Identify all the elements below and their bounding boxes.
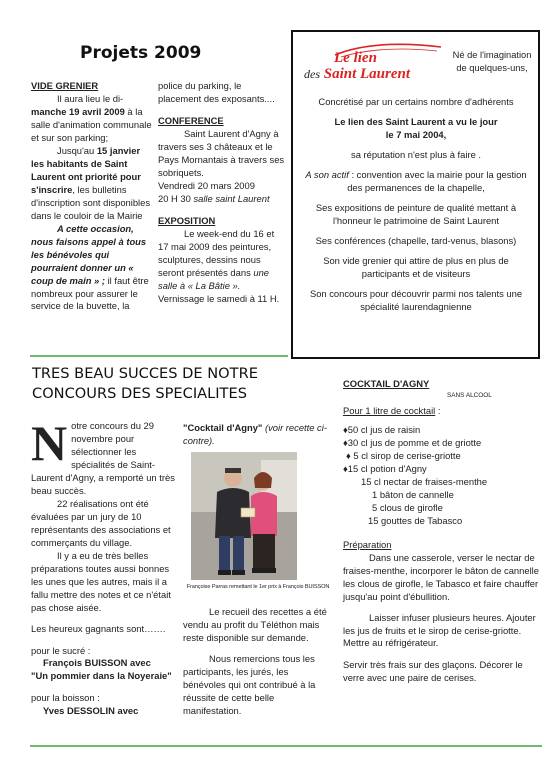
ingredient-text: 5 cl sirop de cerise-griotte	[353, 449, 461, 461]
title-line2: CONCOURS DES SPECIALITES	[32, 384, 247, 402]
text-span: (voir recette ci-contre).	[183, 422, 327, 446]
concours-p2: 22 réalisations ont été évaluées par un jury de 10 représentants des associations et commerçants du village.	[31, 497, 171, 548]
vide-grenier-p1	[31, 93, 154, 145]
recipe-quantity	[343, 405, 540, 418]
text-span: Le week-end du 16 et 17 mai 2009 des peintures, sculptures, dessins nous seront présentés dans	[158, 227, 275, 278]
projets-column-left	[31, 80, 154, 313]
photo-people-icon	[191, 452, 297, 580]
ingredient-text: 50 cl jus de raisin	[347, 423, 421, 435]
concours-p4: Les heureux gagnants sont…….	[31, 622, 166, 634]
projets-title: Projets 2009	[80, 43, 202, 63]
priority-text: 15 janvier les habitants de Saint Laurent ont priorité pour s'inscrire	[31, 144, 141, 195]
lien-intro: Né de l'imagination de quelques-uns,	[452, 50, 532, 73]
winner-boisson: Yves DESSOLIN avec	[43, 705, 139, 717]
winner-sucre-recipe: "Un pommier dans la Noyeraie"	[31, 670, 172, 682]
concours-p3: Il y a eu de très belles préparations toutes aussi bonnes les unes que les autres, mais il a fallu mettre des notes et ce n'était pas chose aisée.	[31, 549, 171, 613]
logo-name: Saint Laurent	[323, 65, 411, 82]
text-span: , les bulletins d'inscription sont disponibles dans le couloir de la Mairie	[31, 183, 151, 221]
text-span: il faut être nombreux pour assurer le service de la buvette, la	[31, 274, 149, 312]
concours-p5: pour le sucré :	[31, 644, 91, 656]
conference-p1: Saint Laurent d'Agny à travers ses 3 châteaux et le Pays Mornantais à travers ses sobriquets.	[158, 127, 285, 178]
vide-grenier-heading: VIDE GRENIER	[31, 80, 99, 91]
text-span: Jusqu'au	[57, 144, 97, 156]
conference-date: Vendredi 20 mars 2009	[158, 179, 255, 191]
text-span: : convention avec la mairie pour la gestion des permanences de la chapelle,	[347, 168, 527, 193]
vide-grenier-p2	[31, 145, 154, 223]
vide-grenier-p4: police du parking, le placement des exposants....	[158, 80, 275, 104]
conference-time	[158, 193, 286, 206]
text-span: Il aura lieu le di-	[57, 92, 124, 104]
lien-body	[301, 96, 531, 321]
exposition-heading: EXPOSITION	[158, 214, 216, 226]
concours-p11: Nous remercions tous les participants, les jurés, les bénévoles qui ont contribué à la réussite de cette belle manifestation.	[183, 652, 316, 716]
text-span: Vernissage le samedi à 11 H.	[158, 292, 280, 304]
date-text: manche 19 avril 2009	[31, 105, 125, 117]
lien-p5: Ses expositions de peinture de qualité mettant à l'honneur le patrimoine de Saint Laurent	[315, 201, 517, 226]
cocktail-ref	[183, 422, 330, 448]
appeal-text: A cette occasion, nous faisons appel à tous les bénévoles qui pourraient donner un « coup de main » ;	[31, 222, 147, 286]
text-span: Pour 1 litre de cocktail	[343, 404, 436, 416]
exposition-p1	[158, 228, 286, 306]
preparation-heading: Préparation	[343, 538, 392, 550]
concours-title	[32, 364, 302, 403]
concours-p8: pour la boisson :	[31, 692, 100, 704]
ingredient-text: 30 cl jus de pomme et de griotte	[347, 436, 482, 448]
title-line1: TRES BEAU SUCCES DE NOTRE	[32, 365, 258, 382]
cocktail-reference	[183, 422, 330, 448]
lien-p3: sa réputation n'est plus à faire .	[351, 148, 481, 160]
cocktail-recipe	[343, 378, 540, 685]
ingredient-list	[343, 424, 540, 528]
bottom-divider	[30, 745, 542, 747]
venue-text: une salle à « La Bâtie ».	[158, 266, 270, 291]
text-span: Le lien des Saint Laurent a vu le jour	[334, 115, 498, 127]
text-span: 20 H 30	[158, 192, 194, 204]
concours-column-left	[31, 415, 177, 718]
cocktail-name: "Cocktail d'Agny"	[183, 422, 263, 433]
logo-line2	[304, 67, 452, 83]
date-text: le 7 mai 2004	[385, 128, 444, 140]
prep-p2: Laisser infuser plusieurs heures. Ajouter les jus de fruits et le sirop de cerise-griotte. Mettre au réfrigérateur.	[343, 611, 536, 649]
sub-ingredient-item: 15 gouttes de Tabasco	[368, 514, 463, 526]
projets-column-right	[158, 80, 286, 306]
lien-p7: Son vide grenier qui attire de plus en plus de participants et de visiteurs	[323, 254, 509, 279]
vide-grenier-p3	[31, 223, 154, 314]
sub-ingredient-item: 5 clous de girofle	[372, 501, 443, 513]
conference-heading: CONFERENCE	[158, 114, 224, 126]
lien-logo	[304, 51, 452, 83]
lien-p2	[301, 116, 531, 142]
text-span: à la salle d'animation communale et sur son parking;	[31, 105, 152, 143]
ingredient-item: ♦50 cl jus de raisin	[343, 423, 421, 435]
lien-p4	[301, 169, 531, 195]
ingredient-item: ♦ 5 cl sirop de cerise-griotte	[346, 449, 461, 461]
text-span: ,	[443, 128, 447, 140]
ingredient-item: ♦15 cl potion d'Agny	[343, 462, 427, 474]
actif-text: A son actif	[305, 168, 349, 180]
recipe-header	[343, 378, 540, 399]
ingredient-text: 15 cl potion d'Agny	[347, 462, 427, 474]
winner-sucre: François BUISSON avec	[43, 657, 151, 669]
logo-line1: Le lien	[334, 50, 377, 66]
lien-p8: Son concours pour découvrir parmi nos talents une spécialité laurendagnienne	[309, 287, 523, 312]
sub-ingredient-item: 1 bâton de cannelle	[372, 488, 454, 500]
drop-cap: N	[31, 415, 68, 471]
ingredient-item: ♦30 cl jus de pomme et de griotte	[343, 436, 482, 448]
award-photo	[191, 452, 297, 580]
logo-des: des	[304, 66, 320, 81]
sans-alcool-label: SANS ALCOOL	[447, 392, 492, 399]
prep-p1: Dans une casserole, verser le nectar de fraises-menthe, incorporer le bâton de cannelle les clous de girofle, le Tabasco et faire chauffer jusqu'au point d'ébullition.	[343, 551, 539, 602]
text-span: :	[435, 404, 441, 416]
sub-ingredient-item: 15 cl nectar de fraises-menthe	[361, 475, 488, 487]
cocktail-heading: COCKTAIL D'AGNY	[343, 378, 430, 389]
photo-caption: Françoise Parras remettant le 1er prix à François BUISSON	[186, 584, 330, 590]
concours-p1	[31, 415, 177, 498]
concours-column-middle	[183, 606, 333, 718]
text-span: otre concours du 29 novembre pour sélectionner les spécialités de Saint-Laurent d'Agny, a remporté un très beau succès.	[31, 420, 175, 496]
prep-p3: Servir très frais sur des glaçons. Décorer le verre avec une paire de cerises.	[343, 659, 523, 684]
lien-p1: Concrétisé par un certains nombre d'adhérents	[318, 96, 514, 107]
divider	[30, 355, 288, 357]
venue-text: salle saint Laurent	[193, 192, 270, 204]
concours-p10: Le recueil des recettes a été vendu au profit du Téléthon mais reste disponible sur demande.	[183, 606, 327, 643]
lien-p6: Ses conférences (chapelle, tard-venus, blasons)	[315, 234, 517, 246]
